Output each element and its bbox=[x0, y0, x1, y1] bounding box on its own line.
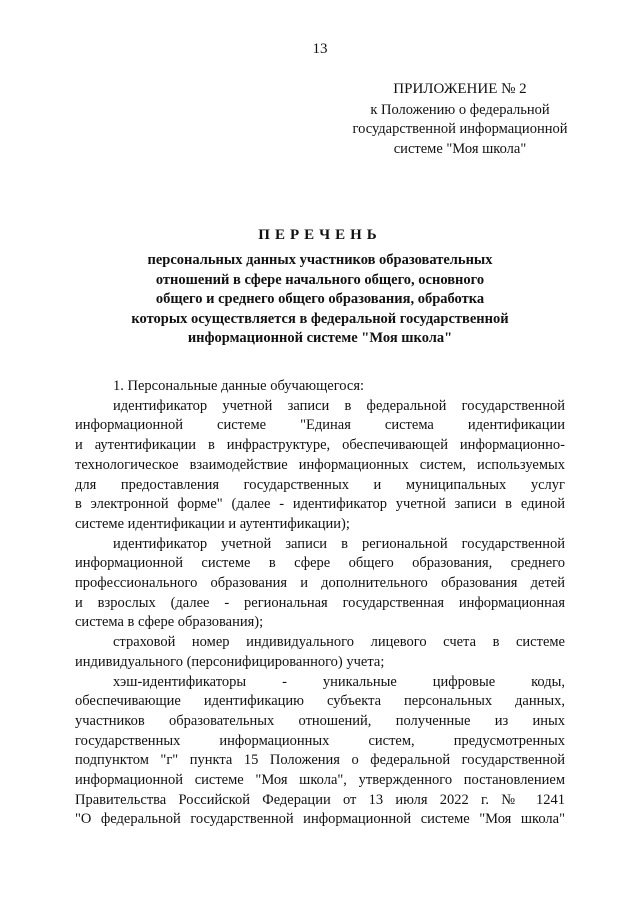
paragraph-line: участников образовательных отношений, полученные из иных bbox=[75, 712, 565, 729]
paragraph-line: хэш-идентификаторы - уникальные цифровые коды, bbox=[113, 673, 565, 690]
appendix-block bbox=[320, 80, 600, 159]
body-paragraph bbox=[75, 633, 565, 672]
paragraph-line: информационной системе в сфере общего образования, среднего bbox=[75, 555, 565, 572]
paragraph-line: технологическое взаимодействие информационных систем, используемых bbox=[75, 456, 565, 473]
document-subheading bbox=[100, 251, 540, 349]
paragraph-line: подпунктом "г" пункта 15 Положения о федеральной государственной bbox=[75, 752, 565, 769]
subheading-line: персональных данных участников образовательных bbox=[147, 252, 493, 268]
paragraph-line: в электронной форме" (далее - идентификатор учетной записи в единой bbox=[75, 496, 565, 513]
subheading-line: информационной системе "Моя школа" bbox=[187, 330, 453, 346]
appendix-title: ПРИЛОЖЕНИЕ № 2 bbox=[393, 81, 527, 97]
paragraph-line: информационной системе "Единая система идентификации bbox=[75, 417, 565, 434]
appendix-line: к Положению о федеральной bbox=[370, 101, 550, 118]
body-paragraph bbox=[75, 535, 565, 634]
appendix-line: государственной информационной bbox=[352, 121, 568, 137]
document-heading: ПЕРЕЧЕНЬ bbox=[258, 227, 382, 243]
paragraph-line: идентификатор учетной записи в региональной государственной bbox=[113, 535, 565, 552]
paragraph-line: для предоставления государственных и муниципальных услуг bbox=[75, 476, 565, 493]
body-paragraph bbox=[75, 397, 565, 535]
appendix-line: системе "Моя школа" bbox=[393, 140, 527, 157]
subheading-line: которых осуществляется в федеральной государственной bbox=[131, 310, 509, 327]
paragraph-line: "О федеральной государственной информационной системе "Моя школа" bbox=[75, 811, 565, 828]
document-body bbox=[75, 377, 565, 830]
section-title: 1. Персональные данные обучающегося: bbox=[113, 378, 365, 394]
paragraph-line: индивидуального (персонифицированного) учета; bbox=[75, 653, 385, 670]
paragraph-line: профессионального образования и дополнительного образования детей bbox=[75, 575, 565, 592]
paragraph-line: обеспечивающие идентификацию субъекта персональных данных, bbox=[75, 693, 565, 710]
paragraph-line: идентификатор учетной записи в федеральной государственной bbox=[113, 397, 565, 414]
section-title-paragraph bbox=[75, 377, 565, 397]
paragraph-line: система в сфере образования); bbox=[75, 614, 264, 631]
paragraph-line: и взрослых (далее - региональная государственная информационная bbox=[75, 594, 565, 611]
paragraph-line: информационной системе "Моя школа", утвержденного постановлением bbox=[75, 772, 565, 789]
paragraph-line: системе идентификации и аутентификации); bbox=[75, 515, 350, 532]
paragraph-line: страховой номер индивидуального лицевого счета в системе bbox=[113, 634, 565, 651]
subheading-line: отношений в сфере начального общего, основного bbox=[155, 271, 485, 288]
paragraph-line: и аутентификации в инфраструктуре, обеспечивающей информационно- bbox=[75, 437, 565, 454]
page-number: 13 bbox=[312, 41, 328, 57]
subheading-line: общего и среднего общего образования, обработка bbox=[155, 291, 485, 307]
paragraph-line: Правительства Российской Федерации от 13 июля 2022 г. № 1241 bbox=[75, 791, 565, 808]
body-paragraph bbox=[75, 673, 565, 831]
paragraph-line: государственных информационных систем, предусмотренных bbox=[75, 732, 565, 749]
